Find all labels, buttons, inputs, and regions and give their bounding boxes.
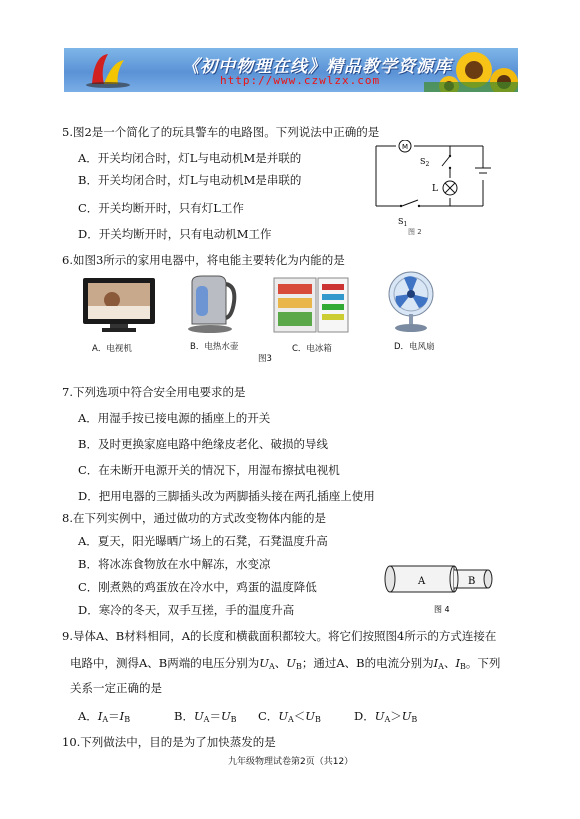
q5-option-c: C．开关均断开时，只有灯L工作 [78,201,244,215]
q7-option-c: C．在未断开电源开关的情况下，用湿布擦拭电视机 [78,463,340,477]
q9-line3: 关系一定正确的是 [70,681,162,695]
figure-4-caption: 图 4 [434,605,450,614]
q6-stem: 6.如图3所示的家用电器中，将电能主要转化为内能的是 [62,253,345,267]
q9-line2: 电路中，测得A、B两端的电压分别为$U_A$、$U_B$；通过A、B的电流分别为$I_A$、$I_B$。下列 [70,656,501,671]
q8-option-c: C．刚煮熟的鸡蛋放在冷水中，鸡蛋的温度降低 [78,580,317,594]
lamp-label: L [432,184,438,194]
q9-option-d: D．$U_A>U_B$ [354,709,418,724]
motor-label: M [402,143,409,151]
header-banner [64,48,518,92]
refrigerator-image [272,274,352,334]
q9-line1: 9.导体A、B材料相同，A的长度和横截面积都较大。将它们按照图4所示的方式连接在 [62,629,497,643]
q10-stem: 10.下列做法中，目的是为了加快蒸发的是 [62,735,276,749]
circuit-diagram [368,140,508,236]
q6-caption-a: A．电视机 [92,344,132,354]
conductor-b-label: B [468,576,476,587]
q7-option-d: D．把用电器的三脚插头改为两脚插头接在两孔插座上使用 [78,489,375,503]
q6-caption-c: C．电冰箱 [292,344,332,354]
q6-caption-b: B．电热水壶 [190,342,239,352]
tv-image [82,276,156,334]
page-footer: 九年级物理试卷第2页（共12） [228,757,354,767]
svg-text:S2: $S_2$ [420,157,430,168]
q5-option-b: B．开关均闭合时，灯L与电动机M是串联的 [78,173,302,187]
q8-option-a: A．夏天，阳光曝晒广场上的石凳，石凳温度升高 [78,534,328,548]
logo-icon [86,54,130,88]
conductor-diagram [384,560,496,616]
q6-caption-d: D．电风扇 [394,342,435,352]
svg-text:S1: $S_1$ [398,217,408,228]
banner-title: 《初中物理在线》精品教学资源库 [182,57,452,77]
q7-option-b: B．及时更换家庭电路中绝缘皮老化、破损的导线 [78,437,328,451]
q5-option-a: A．开关均闭合时，灯L与电动机M是并联的 [78,151,302,165]
q8-option-b: B．将冰冻食物放在水中解冻，水变凉 [78,557,271,571]
banner-url: http://www.czwlzx.com [220,74,381,87]
electric-kettle-image [182,272,238,334]
q9-option-b: B．$U_A=U_B$ [174,709,237,724]
q8-option-d: D．寒冷的冬天，双手互搓，手的温度升高 [78,603,295,617]
q7-option-a: A．用湿手按已接电源的插座上的开关 [78,411,271,425]
conductor-a-label: A [418,576,426,587]
q7-stem: 7.下列选项中符合安全用电要求的是 [62,385,246,399]
q9-option-a: A．$I_A=I_B$ [78,709,131,724]
q8-stem: 8.在下列实例中，通过做功的方式改变物体内能的是 [62,511,326,525]
q5-option-d: D．开关均断开时，只有电动机M工作 [78,227,272,241]
q5-stem: 5.图2是一个简化了的玩具警车的电路图。下列说法中正确的是 [62,125,380,139]
q9-option-c: C．$U_A<U_B$ [258,709,321,724]
figure-3-caption: 图3 [258,354,272,364]
figure-2-caption: 图 2 [408,228,422,236]
electric-fan-image [384,270,438,334]
